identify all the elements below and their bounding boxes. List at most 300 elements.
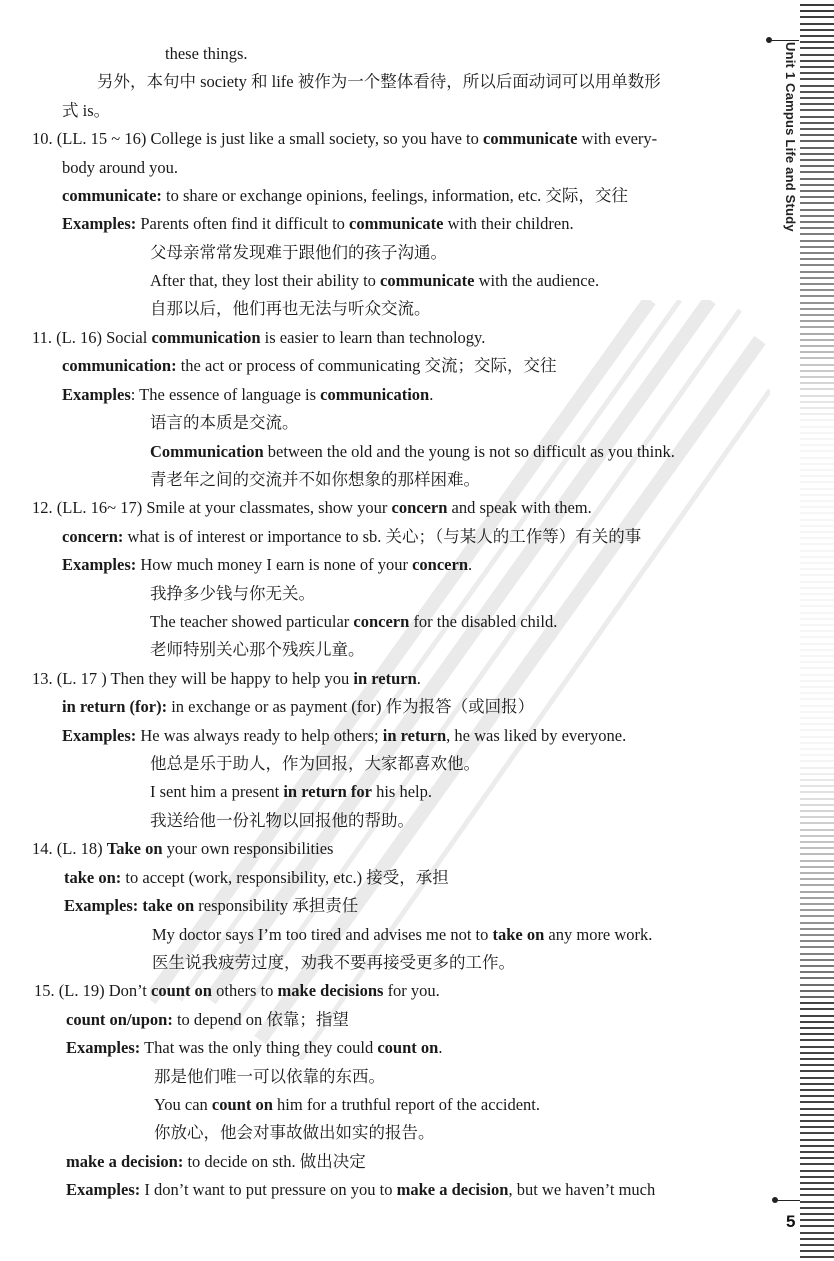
ruler-stripe [800, 376, 834, 378]
ruler-stripe [800, 841, 834, 843]
text-run: for the disabled child. [409, 612, 558, 631]
text-line [62, 385, 433, 405]
text-run: others to [212, 981, 278, 1000]
text-line [62, 158, 178, 178]
ruler-stripe [800, 1070, 834, 1072]
ruler-stripe [800, 928, 834, 930]
ruler-stripe [800, 866, 834, 868]
ruler-stripe [800, 333, 834, 335]
ruler-stripe [800, 512, 834, 514]
text-run: . [438, 1038, 443, 1057]
bold-term: Examples [62, 385, 131, 404]
ruler-stripe [800, 165, 834, 167]
bold-term: communicate [380, 271, 475, 290]
ruler-stripe [800, 47, 834, 49]
text-line [62, 527, 641, 547]
ruler-stripe [800, 872, 834, 874]
ruler-stripe [800, 1002, 834, 1004]
text-line [165, 44, 248, 64]
ruler-stripe [800, 184, 834, 186]
text-run: with every- [577, 129, 658, 148]
ruler-stripe [800, 674, 834, 676]
ruler-stripe [800, 599, 834, 601]
ruler-stripe [800, 277, 834, 279]
bold-term: Take on [106, 839, 163, 858]
ruler-stripe [800, 1015, 834, 1017]
ruler-stripe [800, 618, 834, 620]
bold-term: Examples: [66, 1180, 141, 1199]
bold-term: communicate [483, 129, 578, 148]
ruler-stripe [800, 1058, 834, 1060]
ruler-stripe [800, 128, 834, 130]
ruler-stripe [800, 922, 834, 924]
bold-term: concern: [62, 527, 124, 546]
ruler-stripe [800, 264, 834, 266]
ruler-stripe [800, 140, 834, 142]
text-line [154, 1067, 385, 1087]
text-run: 他总是乐于助人，作为回报，大家都喜欢他。 [150, 754, 480, 773]
ruler-stripe [800, 946, 834, 948]
text-line [150, 442, 675, 462]
text-run: 14. (L. 18) [32, 839, 107, 858]
ruler-stripe [800, 984, 834, 986]
ruler-stripe [800, 1256, 834, 1258]
ruler-stripe [800, 754, 834, 756]
ruler-stripe [800, 1027, 834, 1029]
ruler-stripe [800, 847, 834, 849]
bold-term: make decisions [277, 981, 384, 1000]
text-run: in exchange or as payment (for) 作为报答（或回报） [167, 697, 535, 716]
ruler-stripe [800, 308, 834, 310]
text-run: any more work. [544, 925, 653, 944]
text-run: 13. (L. 17 ) Then they will be happy to help you [32, 669, 354, 688]
text-line [152, 953, 515, 973]
ruler-stripe [800, 227, 834, 229]
text-line [150, 470, 480, 490]
ruler-stripe [800, 469, 834, 471]
ruler-stripe [800, 519, 834, 521]
ruler-stripe [800, 767, 834, 769]
ruler-stripe [800, 29, 834, 31]
text-run: You can [154, 1095, 212, 1114]
ruler-stripe [800, 959, 834, 961]
bold-term: make a decision [396, 1180, 509, 1199]
ruler-stripe [800, 1039, 834, 1041]
text-line [62, 186, 628, 206]
ruler-stripe [800, 314, 834, 316]
ruler-stripe [800, 1126, 834, 1128]
text-line [32, 669, 421, 689]
ruler-stripe [800, 35, 834, 37]
ruler-stripe [800, 574, 834, 576]
ruler-stripe [800, 1064, 834, 1066]
ruler-stripe [800, 271, 834, 273]
ruler-stripe [800, 147, 834, 149]
text-run: Parents often find it difficult to [136, 214, 350, 233]
ruler-stripe [800, 1139, 834, 1141]
ruler-stripe [800, 729, 834, 731]
text-line [150, 243, 447, 263]
ruler-stripe [800, 878, 834, 880]
ruler-stripe [800, 661, 834, 663]
text-run: 自那以后，他们再也无法与听众交流。 [150, 299, 431, 318]
ruler-stripe [800, 4, 834, 6]
bold-term: count on [151, 981, 212, 1000]
ruler-stripe [800, 252, 834, 254]
text-line [66, 1038, 442, 1058]
ruler-stripe [800, 636, 834, 638]
ruler-stripe [800, 667, 834, 669]
ruler-stripe [800, 10, 834, 12]
text-line [150, 612, 557, 632]
text-run: . [468, 555, 473, 574]
text-run: 语言的本质是交流。 [150, 413, 299, 432]
ruler-stripe [800, 1046, 834, 1048]
ruler-stripe [800, 581, 834, 583]
ruler-stripe [800, 1225, 834, 1227]
bold-term: take on: [64, 868, 122, 887]
ruler-stripe [800, 779, 834, 781]
bold-term: Examples: [64, 896, 139, 915]
ruler-stripe [800, 903, 834, 905]
edge-ruler-decoration [798, 0, 834, 1261]
ruler-stripe [800, 1176, 834, 1178]
text-run: After that, they lost their ability to [150, 271, 381, 290]
ruler-stripe [800, 624, 834, 626]
ruler-stripe [800, 649, 834, 651]
text-run: 那是他们唯一可以依靠的东西。 [154, 1067, 385, 1086]
ruler-stripe [800, 153, 834, 155]
bold-term: concern [412, 555, 469, 574]
ruler-stripe [800, 357, 834, 359]
ruler-stripe [800, 909, 834, 911]
ruler-stripe [800, 302, 834, 304]
ruler-stripe [800, 72, 834, 74]
text-line [154, 1123, 435, 1143]
ruler-stripe [800, 457, 834, 459]
text-line [150, 584, 315, 604]
ruler-stripe [800, 1089, 834, 1091]
ruler-stripe [800, 1145, 834, 1147]
bold-term: Examples: [62, 726, 137, 745]
ruler-stripe [800, 698, 834, 700]
ruler-stripe [800, 1170, 834, 1172]
ruler-stripe [800, 1250, 834, 1252]
text-run: with their children. [443, 214, 574, 233]
text-line [64, 896, 358, 916]
text-line [150, 640, 365, 660]
ruler-stripe [800, 835, 834, 837]
ruler-stripe [800, 990, 834, 992]
text-line [152, 925, 652, 945]
ruler-stripe [800, 705, 834, 707]
ruler-stripe [800, 711, 834, 713]
text-run: 你放心，他会对事故做出如实的报告。 [154, 1123, 435, 1142]
ruler-stripe [800, 109, 834, 111]
ruler-stripe [800, 1101, 834, 1103]
ruler-stripe [800, 494, 834, 496]
ruler-stripe [800, 1033, 834, 1035]
bold-term: make a decision: [66, 1152, 184, 1171]
ruler-stripe [800, 798, 834, 800]
text-line [66, 1152, 366, 1172]
ruler-stripe [800, 463, 834, 465]
text-run: That was the only thing they could [140, 1038, 378, 1057]
text-run: what is of interest or importance to sb. 关心；（与某人的工作等）有关的事 [123, 527, 642, 546]
text-run: 另外，本句中 society 和 life 被作为一个整体看待，所以后面动词可以用单数形 [97, 72, 661, 91]
text-run: 我挣多少钱与你无关。 [150, 584, 315, 603]
text-run: 10. (LL. 15 ~ 16) College is just like a small society, so you have to [32, 129, 483, 148]
ruler-stripe [800, 1008, 834, 1010]
bold-term: take on [492, 925, 545, 944]
ruler-stripe [800, 593, 834, 595]
ruler-stripe [800, 971, 834, 973]
ruler-stripe [800, 16, 834, 18]
ruler-stripe [800, 760, 834, 762]
ruler-stripe [800, 1120, 834, 1122]
ruler-stripe [800, 1114, 834, 1116]
bold-term: concern [353, 612, 410, 631]
ruler-stripe [800, 426, 834, 428]
text-run: The teacher showed particular [150, 612, 354, 631]
page-number: 5 [786, 1212, 796, 1231]
text-run: for you. [383, 981, 440, 1000]
ruler-stripe [800, 1219, 834, 1221]
ruler-stripe [800, 1244, 834, 1246]
ruler-stripe [800, 351, 834, 353]
ruler-stripe [800, 196, 834, 198]
text-line [62, 101, 110, 121]
ruler-stripe [800, 506, 834, 508]
text-run: 青老年之间的交流并不如你想象的那样困难。 [150, 470, 480, 489]
ruler-stripe [800, 91, 834, 93]
ruler-stripe [800, 1157, 834, 1159]
ruler-stripe [800, 965, 834, 967]
bold-term: in return [353, 669, 417, 688]
ruler-stripe [800, 860, 834, 862]
bold-term: count on/upon: [66, 1010, 173, 1029]
text-run: 式 is。 [62, 101, 111, 120]
ruler-stripe [800, 159, 834, 161]
ruler-stripe [800, 537, 834, 539]
text-run: 医生说我疲劳过度，劝我不要再接受更多的工作。 [152, 953, 515, 972]
ruler-stripe [800, 953, 834, 955]
text-run: to depend on 依靠；指望 [172, 1010, 349, 1029]
ruler-stripe [800, 556, 834, 558]
text-line [150, 299, 431, 319]
ruler-stripe [800, 382, 834, 384]
ruler-stripe [800, 742, 834, 744]
text-line [150, 754, 480, 774]
text-line [62, 356, 556, 376]
text-line [34, 981, 440, 1001]
ruler-stripe [800, 320, 834, 322]
bold-term: Examples: [66, 1038, 141, 1057]
ruler-stripe [800, 339, 834, 341]
ruler-stripe [800, 1151, 834, 1153]
ruler-stripe [800, 475, 834, 477]
text-line [150, 271, 599, 291]
text-run: body around you. [62, 158, 178, 177]
ruler-stripe [800, 562, 834, 564]
ruler-stripe [800, 444, 834, 446]
ruler-stripe [800, 1095, 834, 1097]
ruler-stripe [800, 1021, 834, 1023]
unit-title-vertical: Unit 1 Campus Life and Study [783, 42, 798, 232]
ruler-stripe [800, 748, 834, 750]
text-line [62, 214, 574, 234]
ruler-stripe [800, 97, 834, 99]
ruler-stripe [800, 1083, 834, 1085]
ruler-stripe [800, 233, 834, 235]
ruler-stripe [800, 692, 834, 694]
ruler-stripe [800, 345, 834, 347]
ruler-stripe [800, 717, 834, 719]
ruler-stripe [800, 258, 834, 260]
ruler-stripe [800, 550, 834, 552]
ruler-stripe [800, 1201, 834, 1203]
bold-term: Communication [150, 442, 264, 461]
text-run: I don’t want to put pressure on you to [140, 1180, 397, 1199]
text-run: responsibility 承担责任 [194, 896, 359, 915]
ruler-stripe [800, 283, 834, 285]
ruler-stripe [800, 41, 834, 43]
ruler-stripe [800, 1052, 834, 1054]
ruler-stripe [800, 134, 834, 136]
ruler-stripe [800, 1163, 834, 1165]
bold-term: count on [211, 1095, 273, 1114]
ruler-stripe [800, 525, 834, 527]
ruler-stripe [800, 785, 834, 787]
ruler-stripe [800, 822, 834, 824]
ruler-stripe [800, 773, 834, 775]
bold-term: communication [320, 385, 430, 404]
bold-term: communication [151, 328, 261, 347]
text-run: How much money I earn is none of your [136, 555, 413, 574]
text-line [66, 1010, 349, 1030]
text-run: 15. (L. 19) Don’t [34, 981, 152, 1000]
ruler-stripe [800, 736, 834, 738]
ruler-stripe [800, 178, 834, 180]
ruler-stripe [800, 934, 834, 936]
text-line [150, 413, 299, 433]
ruler-stripe [800, 531, 834, 533]
ruler-stripe [800, 116, 834, 118]
ruler-stripe [800, 500, 834, 502]
ruler-stripe [800, 432, 834, 434]
ruler-stripe [800, 401, 834, 403]
ruler-stripe [800, 1132, 834, 1134]
text-line [62, 555, 472, 575]
ruler-stripe [800, 1077, 834, 1079]
text-run: to decide on sth. 做出决定 [183, 1152, 366, 1171]
ruler-stripe [800, 202, 834, 204]
ruler-stripe [800, 295, 834, 297]
text-run: between the old and the young is not so difficult as you think. [263, 442, 675, 461]
ruler-stripe [800, 723, 834, 725]
ruler-stripe [800, 612, 834, 614]
bold-term: concern [391, 498, 448, 517]
ruler-stripe [800, 23, 834, 25]
ruler-stripe [800, 853, 834, 855]
text-line [32, 498, 592, 518]
ruler-stripe [800, 680, 834, 682]
ruler-stripe [800, 488, 834, 490]
ruler-stripe [800, 370, 834, 372]
ruler-stripe [800, 438, 834, 440]
text-run: 11. (L. 16) Social [32, 328, 152, 347]
ruler-stripe [800, 543, 834, 545]
ruler-stripe [800, 103, 834, 105]
unit-marker-line [769, 40, 799, 42]
ruler-stripe [800, 996, 834, 998]
ruler-stripe [800, 289, 834, 291]
ruler-stripe [800, 1182, 834, 1184]
bold-term: take on [142, 896, 195, 915]
ruler-stripe [800, 1232, 834, 1234]
ruler-stripe [800, 1188, 834, 1190]
ruler-stripe [800, 419, 834, 421]
ruler-stripe [800, 215, 834, 217]
ruler-stripe [800, 1194, 834, 1196]
ruler-stripe [800, 171, 834, 173]
text-run: My doctor says I’m too tired and advises me not to [152, 925, 493, 944]
ruler-stripe [800, 413, 834, 415]
text-run: : The essence of language is [130, 385, 321, 404]
text-run: 父母亲常常发现难于跟他们的孩子沟通。 [150, 243, 447, 262]
ruler-stripe [800, 60, 834, 62]
text-line [64, 868, 449, 888]
ruler-stripe [800, 829, 834, 831]
ruler-stripe [800, 66, 834, 68]
ruler-stripe [800, 364, 834, 366]
bold-term: communication: [62, 356, 177, 375]
ruler-stripe [800, 122, 834, 124]
ruler-stripe [800, 804, 834, 806]
text-run: his help. [371, 782, 432, 801]
text-run: your own responsibilities [162, 839, 334, 858]
text-line [32, 129, 657, 149]
ruler-stripe [800, 630, 834, 632]
bold-term: Examples: [62, 555, 137, 574]
text-line [150, 782, 432, 802]
bold-term: in return (for): [62, 697, 168, 716]
text-run: 老师特别关心那个残疾儿童。 [150, 640, 365, 659]
ruler-stripe [800, 240, 834, 242]
text-run: is easier to learn than technology. [260, 328, 486, 347]
ruler-stripe [800, 686, 834, 688]
text-run: He was always ready to help others; [136, 726, 383, 745]
text-run: to share or exchange opinions, feelings, information, etc. 交际，交往 [161, 186, 628, 205]
text-run: and speak with them. [447, 498, 592, 517]
ruler-stripe [800, 1213, 834, 1215]
bold-term: Examples: [62, 214, 137, 233]
ruler-stripe [800, 85, 834, 87]
text-run: . [416, 669, 421, 688]
text-line [32, 839, 333, 859]
bold-term: in return [382, 726, 447, 745]
ruler-stripe [800, 940, 834, 942]
ruler-stripe [800, 190, 834, 192]
ruler-stripe [800, 791, 834, 793]
ruler-stripe [800, 884, 834, 886]
text-run: 12. (LL. 16~ 17) Smile at your classmates, show your [32, 498, 392, 517]
text-run: these things. [165, 44, 248, 63]
text-run: with the audience. [474, 271, 600, 290]
text-line [97, 72, 661, 92]
text-run: . [429, 385, 434, 404]
ruler-stripe [800, 246, 834, 248]
